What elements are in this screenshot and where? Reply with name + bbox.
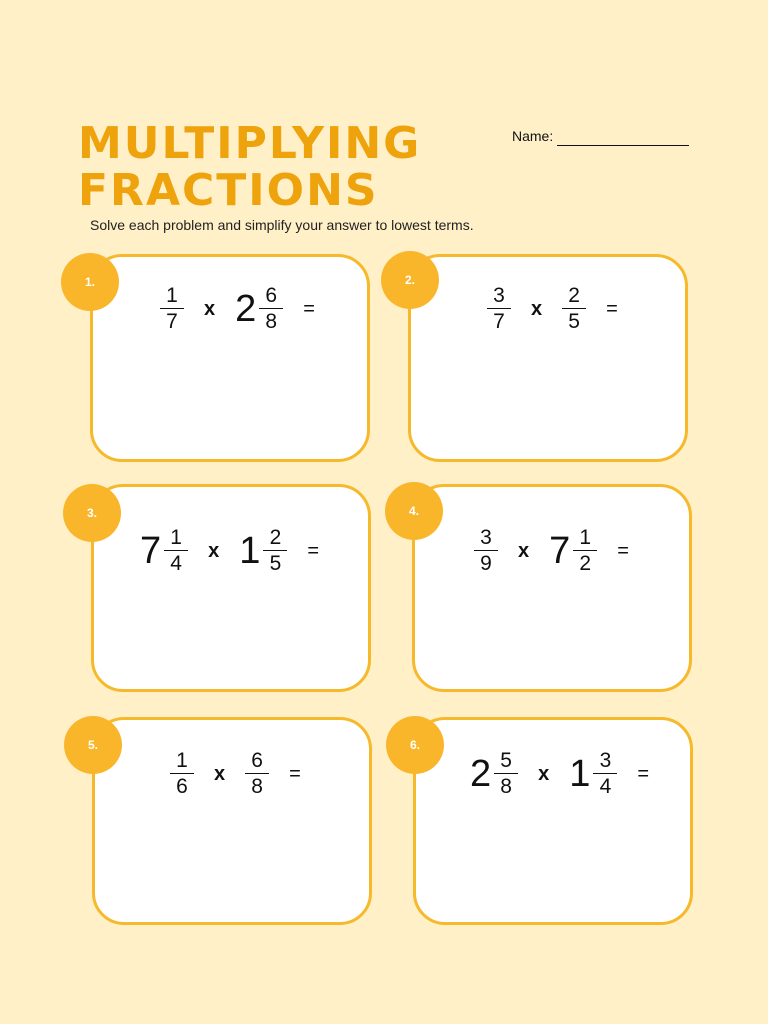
fraction (259, 285, 283, 333)
operand-a (160, 285, 184, 333)
equals-sign: = (303, 297, 315, 320)
whole-number: 7 (549, 530, 571, 572)
worksheet-title (78, 120, 421, 214)
fraction (170, 750, 194, 798)
operand-b (235, 285, 283, 333)
problem-expression (474, 521, 629, 581)
whole-number: 2 (470, 753, 492, 795)
fraction (245, 750, 269, 798)
equals-sign: = (289, 762, 301, 785)
equals-sign: = (637, 762, 650, 785)
operand-b (562, 285, 586, 333)
equals-sign: = (606, 297, 618, 320)
fraction (573, 527, 597, 575)
numerator: 5 (500, 748, 512, 772)
problem-expression (487, 279, 618, 339)
operand-a (474, 527, 498, 575)
denominator: 5 (568, 310, 580, 333)
denominator: 8 (265, 310, 278, 333)
problem-expression (170, 744, 301, 804)
problem-number-badge: 5. (64, 716, 122, 774)
operand-a (140, 527, 188, 575)
denominator: 4 (170, 552, 182, 575)
numerator: 6 (265, 283, 278, 307)
denominator: 7 (166, 310, 178, 333)
fraction (562, 285, 586, 333)
denominator: 6 (176, 775, 188, 798)
problem-number-badge: 2. (381, 251, 439, 309)
operand-b (239, 527, 287, 575)
title-line-1: MULTIPLYING (78, 118, 422, 169)
operand-a (470, 750, 518, 798)
times-sign: x (518, 539, 530, 562)
fraction (474, 527, 498, 575)
problem-expression (140, 521, 319, 581)
problem-number-badge: 6. (386, 716, 444, 774)
times-sign: x (531, 297, 543, 320)
fraction (494, 750, 518, 798)
problem-number-badge: 4. (385, 482, 443, 540)
problem-number-badge: 3. (63, 484, 121, 542)
numerator: 2 (568, 283, 580, 307)
whole-number: 7 (140, 530, 162, 572)
fraction (487, 285, 511, 333)
fraction (164, 527, 188, 575)
problem-card[interactable] (91, 484, 371, 692)
numerator: 1 (166, 283, 178, 307)
times-sign: x (538, 762, 550, 785)
problem-expression (160, 279, 315, 339)
fraction-bar (164, 550, 188, 551)
denominator: 9 (480, 552, 492, 575)
denominator: 5 (269, 552, 282, 575)
instructions: Solve each problem and simplify your answer to lowest terms. (90, 217, 474, 233)
title-line-2: FRACTIONS (78, 165, 379, 216)
whole-number: 2 (235, 288, 257, 330)
fraction (160, 285, 184, 333)
operand-b (569, 750, 617, 798)
fraction-bar (593, 773, 617, 774)
numerator: 2 (269, 525, 282, 549)
operand-b (245, 750, 269, 798)
numerator: 3 (480, 525, 492, 549)
denominator: 8 (251, 775, 263, 798)
operand-a (487, 285, 511, 333)
fraction-bar (474, 550, 498, 551)
fraction-bar (487, 308, 511, 309)
name-field[interactable] (557, 145, 689, 146)
numerator: 1 (176, 748, 188, 772)
times-sign: x (208, 539, 220, 562)
fraction-bar (494, 773, 518, 774)
operand-a (170, 750, 194, 798)
equals-sign: = (307, 539, 320, 562)
equals-sign: = (617, 539, 629, 562)
denominator: 8 (500, 775, 512, 798)
problem-card[interactable] (412, 484, 692, 692)
fraction-bar (263, 550, 287, 551)
whole-number: 1 (239, 530, 261, 572)
operand-b (549, 527, 597, 575)
numerator: 1 (579, 525, 592, 549)
denominator: 4 (599, 775, 612, 798)
fraction-bar (562, 308, 586, 309)
numerator: 1 (170, 525, 182, 549)
denominator: 7 (493, 310, 505, 333)
numerator: 3 (599, 748, 612, 772)
times-sign: x (204, 297, 216, 320)
numerator: 6 (251, 748, 263, 772)
fraction-bar (245, 773, 269, 774)
times-sign: x (214, 762, 226, 785)
numerator: 3 (493, 283, 505, 307)
problem-expression (470, 744, 649, 804)
whole-number: 1 (569, 753, 591, 795)
fraction-bar (160, 308, 184, 309)
fraction-bar (170, 773, 194, 774)
fraction (263, 527, 287, 575)
name-label: Name: (512, 128, 554, 144)
fraction-bar (573, 550, 597, 551)
fraction-bar (259, 308, 283, 309)
problem-number-badge: 1. (61, 253, 119, 311)
fraction (593, 750, 617, 798)
denominator: 2 (579, 552, 592, 575)
